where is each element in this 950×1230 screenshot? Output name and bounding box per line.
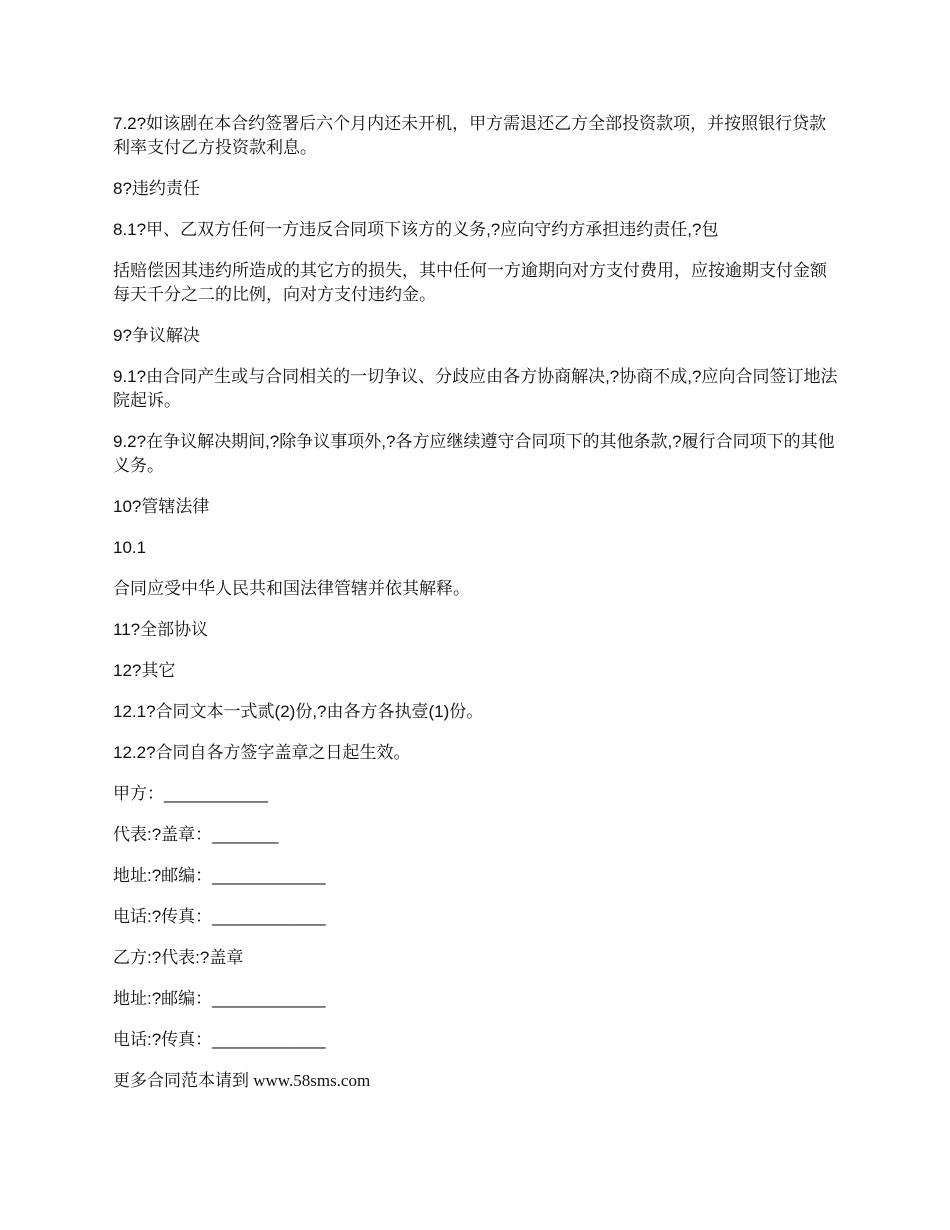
document-body <box>113 112 838 1110</box>
section-heading-entire-agreement: 11?全部协议 <box>113 620 209 639</box>
clause-8-1: 8.1?甲、乙双方任何一方违反合同项下该方的义务,?应向守约方承担违约责任,?包 <box>113 220 719 239</box>
clause-10-1-number: 10.1 <box>113 538 147 557</box>
clause-12-2: 12.2?合同自各方签字盖章之日起生效。 <box>113 743 411 762</box>
section-heading-dispute: 9?争议解决 <box>113 326 200 345</box>
party-a-address-line: 地址:?邮编：____________ <box>113 866 326 885</box>
party-a-line: 甲方：___________ <box>113 784 269 803</box>
section-heading-miscellaneous: 12?其它 <box>113 661 176 680</box>
clause-9-2: 9.2?在争议解决期间,?除争议事项外,?各方应继续遵守合同项下的其他条款,?履行合同项下的其他义务。 <box>113 432 835 475</box>
clause-7-2: 7.2?如该剧在本合约签署后六个月内还未开机，甲方需退还乙方全部投资款项，并按照银行贷款利率支付乙方投资款利息。 <box>113 114 827 157</box>
clause-8-1-continued: 括赔偿因其违约所造成的其它方的损失，其中任何一方逾期向对方支付费用，应按逾期支付金额每天千分之二的比例，向对方支付违约金。 <box>113 261 827 304</box>
section-heading-governing-law: 10?管辖法律 <box>113 497 210 516</box>
party-b-line: 乙方:?代表:?盖章 <box>113 948 244 967</box>
party-a-phone-line: 电话:?传真：____________ <box>113 907 326 926</box>
clause-12-1: 12.1?合同文本一式贰(2)份,?由各方各执壹(1)份。 <box>113 702 484 721</box>
clause-10-1-text: 合同应受中华人民共和国法律管辖并依其解释。 <box>113 579 470 598</box>
footer-more-templates: 更多合同范本请到 www.58sms.com <box>113 1071 371 1090</box>
party-b-phone-line: 电话:?传真：____________ <box>113 1030 326 1049</box>
clause-9-1: 9.1?由合同产生或与合同相关的一切争议、分歧应由各方协商解决,?协商不成,?应向合同签订地法院起诉。 <box>113 367 838 410</box>
section-heading-breach: 8?违约责任 <box>113 179 200 198</box>
party-b-address-line: 地址:?邮编：____________ <box>113 989 326 1008</box>
party-a-representative-line: 代表:?盖章：_______ <box>113 825 279 844</box>
